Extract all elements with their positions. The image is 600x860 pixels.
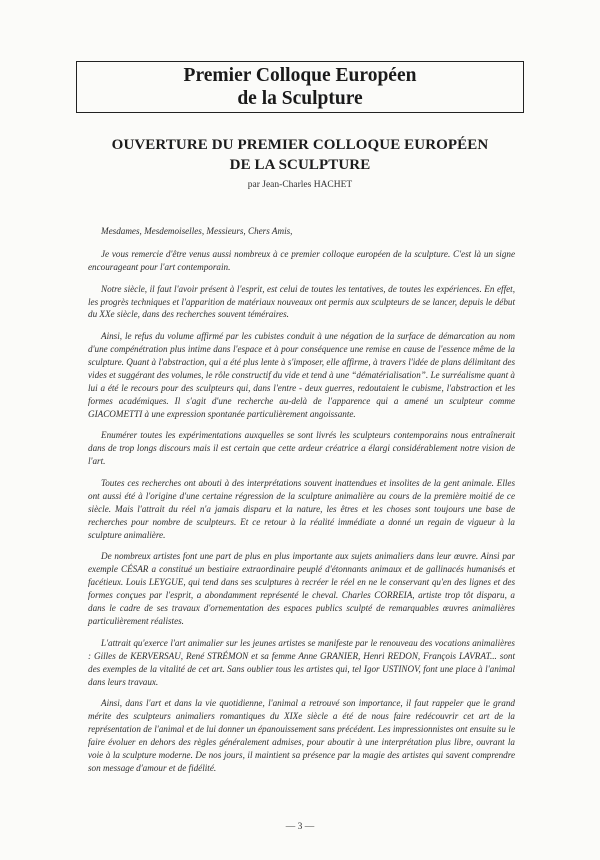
salutation: Mesdames, Mesdemoiselles, Messieurs, Chers Amis, <box>101 226 293 236</box>
header-title-line-2: de la Sculpture <box>237 88 363 109</box>
paragraph: Je vous remercie d'être venus aussi nombreux à ce premier colloque européen de la sculpture. C'est là un signe encourageant pour l'art contemporain. <box>88 248 515 272</box>
article-title-line-1: OUVERTURE DU PREMIER COLLOQUE EUROPÉEN <box>111 137 489 153</box>
article-title-line-2: DE LA SCULPTURE <box>229 157 371 173</box>
header-title-line-1: Premier Colloque Européen <box>183 65 417 86</box>
article-title <box>0 135 600 175</box>
paragraph: Enumérer toutes les expérimentations auxquelles se sont livrés les sculpteurs contemporains nous entraînerait dans de trop longs discours mais il est certain que cette ardeur créatrice a élargi considérablement notre vision de l'art. <box>88 430 515 467</box>
article-body <box>88 225 515 784</box>
page-number: — 3 — <box>285 822 315 832</box>
paragraph: Ainsi, dans l'art et dans la vie quotidienne, l'animal a retrouvé son importance, il faut rappeler que le grand mérite des sculpteurs animaliers romantiques du XIXe siècle a été de nous faire redécouvrir cet art de la représentation de l'animal et de lui donner un épanouissement sans précédent. Les impressionnistes ont ensuite su le faire évoluer en dehors des règles généralement admises, pour aboutir à une interprétation plus libre, ouvrant la voie à la sculpture moderne. De nos jours, il maintient sa présence par la magie des artistes qui savent comprendre son message d'amour et de fidélité. <box>88 698 515 773</box>
header-box <box>76 61 524 113</box>
paragraph: Ainsi, le refus du volume affirmé par les cubistes conduit à une négation de la surface de démarcation au nom d'une compénétration plus intime dans l'espace et à pour conséquence une remise en cause de l'essence même de la sculpture. Quant à l'abstraction, qui a été plus lente à s'imposer, elle affirme, à travers l'idée de plans délimitant des vides et suggérant des volumes, le rôle constructif du vide et tend à une “dématérialisation”. Le surréalisme quant à lui a été le recours pour des sculpteurs qui, dans l'entre - deux guerres, redoutaient le cubisme, l'abstraction et les formes académiques. Il s'agit d'une recherche au-delà de l'apparence qui a amené un sculpteur comme GIACOMETTI à une expression spontanée particulièrement angoissante. <box>88 331 515 419</box>
paragraph: Notre siècle, il faut l'avoir présent à l'esprit, est celui de toutes les tentatives, de toutes les expériences. En effet, les progrès techniques et l'apparition de matériaux nouveaux ont permis aux sculpteurs de se lancer, depuis le début du XXe siècle, dans des recherches souvent téméraires. <box>88 283 515 320</box>
paragraph: De nombreux artistes font une part de plus en plus importante aux sujets animaliers dans leur œuvre. Ainsi par exemple CÉSAR a constitué un bestiaire extraordinaire peuplé d'étonnants animaux et de gallinacés humanisés et facétieux. Louis LEYGUE, qui tend dans ses sculptures à recréer le réel en ne le conservant qu'en des lignes et des formes conçues par l'esprit, a abondamment représenté le cheval. Charles CORREIA, artiste trop tôt disparu, a dans le cadre de ses travaux d'ornementation des espaces publics sculpté de remarquables œuvres animalières particulièrement réalistes. <box>88 551 515 627</box>
byline: par Jean-Charles HACHET <box>247 180 353 190</box>
paragraph: L'attrait qu'exerce l'art animalier sur les jeunes artistes se manifeste par le renouveau des vocations animalières : Gilles de KERVERSAU, René STRÉMON et sa femme Anne GRANIER, Henri REDON, François LAVRAT... sont des exemples de la vitalité de cet art. Sans oublier tous les artistes qui, tel Igor USTINOV, font une place à l'animal dans leurs travaux. <box>88 637 515 687</box>
paragraph: Toutes ces recherches ont abouti à des interprétations souvent inattendues et insolites de la gent animale. Elles ont aussi été à l'origine d'une certaine régression de la sculpture animalière au cours de la première moitié de ce siècle. Mais l'attrait du réel n'a jamais disparu et la nature, les êtres et les choses sont toujours une base de recherches pour nombre de sculpteurs. Et ce retour à la réalité immédiate a donné un regain de vigueur à la sculpture animalière. <box>88 478 515 540</box>
